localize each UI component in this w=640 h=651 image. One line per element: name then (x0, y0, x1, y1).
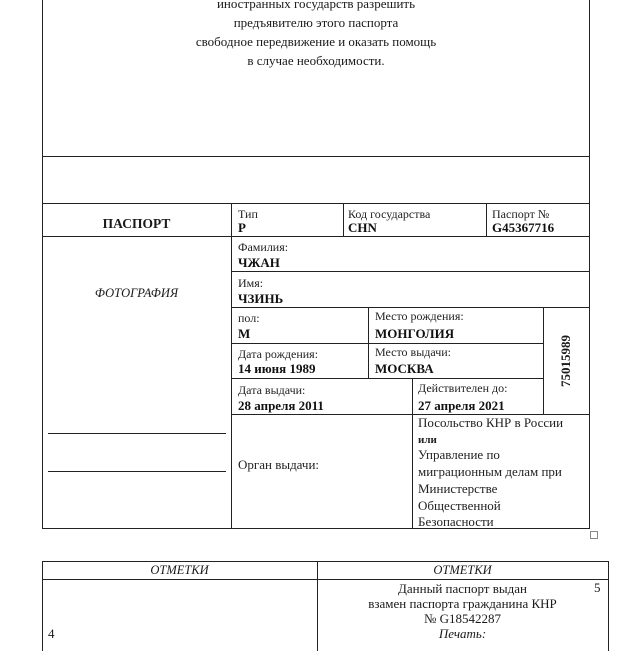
intro-line: в случае необходимости. (247, 53, 385, 68)
border-bottom (42, 528, 590, 529)
divider (231, 203, 232, 528)
divider (42, 236, 590, 237)
authority-or: или (418, 434, 437, 446)
divider (231, 343, 543, 344)
passport-title: ПАСПОРТ (102, 216, 171, 231)
intro-text (42, 0, 590, 70)
name-label: Имя: (238, 276, 264, 290)
birth-date-label: Дата рождения: (238, 347, 319, 361)
authority-line: Министерстве (418, 481, 498, 496)
sex-label: пол: (238, 311, 260, 325)
birth-place-label: Место рождения: (375, 309, 464, 323)
divider (543, 307, 544, 414)
divider (343, 203, 344, 236)
passport-number-value: G45367716 (492, 220, 555, 235)
divider (42, 561, 608, 562)
authority-line: Управление по (418, 447, 500, 462)
issue-date-label: Дата выдачи: (238, 383, 306, 397)
intro-line: свободное передвижение и оказать помощь (195, 34, 437, 49)
marks-header-left: ОТМЕТКИ (150, 563, 209, 577)
table-resize-handle[interactable] (590, 531, 598, 539)
authority-label: Орган выдачи: (238, 457, 320, 472)
border-right (589, 0, 590, 528)
authority-line: Безопасности (418, 514, 494, 529)
surname-value: ЧЖАН (238, 255, 280, 270)
stamp-label: Печать: (438, 626, 487, 641)
note-line: взамен паспорта гражданина КНР (368, 596, 557, 611)
name-value: ЧЗИНЬ (238, 291, 284, 306)
note-line: Данный паспорт выдан (398, 581, 527, 596)
intro-line: предъявителю этого паспорта (233, 15, 399, 30)
divider (368, 307, 369, 378)
divider (42, 156, 590, 157)
authority-line: миграционным делам при (418, 464, 562, 479)
intro-line: иностранных государств разрешить (216, 0, 416, 11)
signature-line (48, 471, 226, 472)
type-value: P (238, 220, 246, 235)
photo-placeholder: ФОТОГРАФИЯ (94, 286, 179, 300)
issue-place-label: Место выдачи: (375, 345, 452, 359)
page-number-right: 5 (594, 580, 601, 595)
issue-date-value: 28 апреля 2011 (238, 398, 324, 413)
surname-label: Фамилия: (238, 240, 289, 254)
authority-line: Общественной (418, 498, 501, 513)
birth-date-value: 14 июня 1989 (238, 361, 316, 376)
issue-place-value: МОСКВА (375, 361, 434, 376)
type-label: Тип (238, 207, 258, 221)
side-serial-number: 75015989 (558, 335, 573, 387)
divider (42, 579, 608, 580)
page-number-left: 4 (48, 626, 55, 641)
divider (231, 307, 589, 308)
divider (412, 378, 413, 528)
divider (486, 203, 487, 236)
divider (231, 378, 543, 379)
sex-value: М (238, 326, 251, 341)
signature-line (48, 433, 226, 434)
valid-until-label: Действителен до: (418, 381, 508, 395)
country-code-value: CHN (348, 220, 377, 235)
marks-header-right: ОТМЕТКИ (433, 563, 492, 577)
authority-line: Посольство КНР в России (418, 415, 564, 430)
divider (231, 271, 589, 272)
note-line: № G18542287 (423, 611, 502, 626)
divider (608, 561, 609, 651)
valid-until-value: 27 апреля 2021 (418, 398, 505, 413)
replacement-note (317, 581, 608, 641)
birth-place-value: МОНГОЛИЯ (375, 326, 455, 341)
country-code-label: Код государства (348, 207, 431, 221)
passport-number-label: Паспорт № (492, 207, 550, 221)
divider (42, 203, 590, 204)
border-left (42, 0, 43, 528)
